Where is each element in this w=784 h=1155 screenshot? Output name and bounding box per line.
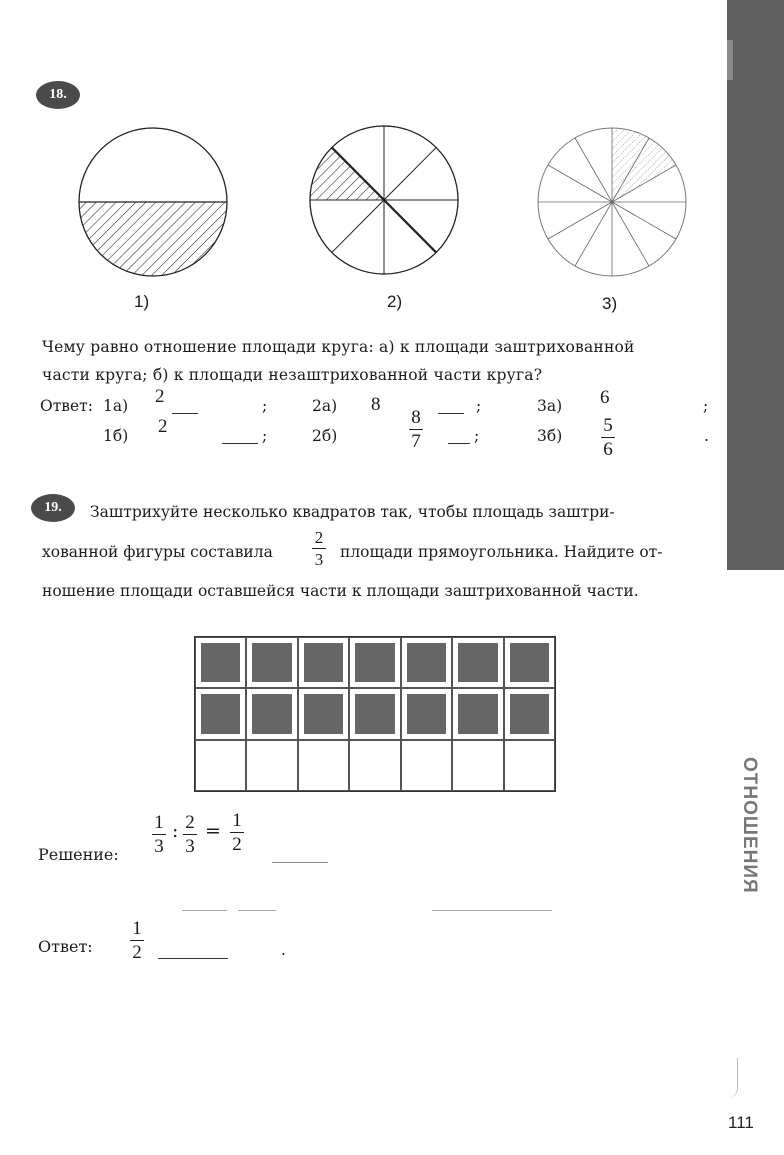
semicolon-2b: ; bbox=[474, 427, 480, 445]
label-3a: 3а) bbox=[537, 397, 563, 415]
figure-label-2: 2) bbox=[387, 292, 403, 311]
solution-blank-2 bbox=[182, 910, 227, 911]
grid-cell[interactable] bbox=[452, 637, 503, 688]
page-number: 111 bbox=[728, 1113, 754, 1132]
answer-prefix: Ответ: bbox=[40, 397, 93, 415]
period-3b: . bbox=[704, 427, 709, 445]
label-1b: 1б) bbox=[103, 427, 129, 445]
solution-equals: = bbox=[205, 820, 221, 842]
grid-cell[interactable] bbox=[349, 740, 400, 791]
grid-cell[interactable] bbox=[246, 637, 297, 688]
task-19-line-1: Заштрихуйте несколько квадратов так, чтобы площадь заштри- bbox=[90, 503, 615, 521]
section-tab bbox=[727, 0, 784, 570]
section-label: ОТНОШЕНИЯ bbox=[739, 757, 760, 894]
circle-3 bbox=[538, 128, 686, 276]
grid-cell[interactable] bbox=[349, 688, 400, 739]
question-line-1: Чему равно отношение площади круга: а) к площади заштрихованной bbox=[42, 338, 635, 356]
solution-fraction-2: 2 3 bbox=[183, 812, 197, 857]
label-3b: 3б) bbox=[537, 427, 563, 445]
task-18-question bbox=[42, 333, 635, 389]
grid-cell[interactable] bbox=[401, 637, 452, 688]
answer-1a[interactable]: 2 bbox=[155, 386, 165, 407]
grid-cell[interactable] bbox=[504, 637, 555, 688]
grid-cell[interactable] bbox=[298, 637, 349, 688]
question-line-2: части круга; б) к площади незаштрихованной части круга? bbox=[42, 366, 543, 384]
answer-fraction[interactable]: 1 2 bbox=[130, 918, 144, 963]
circle-2 bbox=[310, 126, 458, 274]
figure-label-1: 1) bbox=[134, 292, 150, 311]
solution-blank-1 bbox=[272, 862, 328, 863]
rectangle-grid bbox=[194, 636, 556, 792]
solution-fraction-1: 1 3 bbox=[152, 812, 166, 857]
fraction-bar bbox=[601, 437, 615, 438]
fraction-bar bbox=[312, 548, 326, 549]
semicolon-2a: ; bbox=[476, 397, 482, 415]
grid-cell[interactable] bbox=[298, 740, 349, 791]
solution-blank-3 bbox=[238, 910, 276, 911]
page-curl bbox=[728, 1058, 738, 1098]
grid-cell[interactable] bbox=[401, 688, 452, 739]
blank-2b bbox=[448, 443, 470, 444]
answer-1b[interactable]: 2 bbox=[158, 416, 168, 437]
grid-cell[interactable] bbox=[195, 740, 246, 791]
grid-cell[interactable] bbox=[504, 688, 555, 739]
grid-cell[interactable] bbox=[452, 740, 503, 791]
grid-cell[interactable] bbox=[401, 740, 452, 791]
task-18-figures bbox=[0, 110, 720, 290]
task-18-badge: 18. bbox=[36, 81, 80, 109]
task-19-fraction: 2 3 bbox=[312, 528, 326, 569]
blank-2a bbox=[438, 413, 464, 414]
solution-label: Решение: bbox=[38, 845, 119, 864]
task-19-badge: 19. bbox=[31, 494, 75, 522]
answer-period: . bbox=[281, 941, 286, 959]
grid-cell[interactable] bbox=[349, 637, 400, 688]
grid-cell[interactable] bbox=[195, 688, 246, 739]
solution-blank-4 bbox=[432, 910, 552, 911]
circle-1 bbox=[79, 128, 227, 276]
grid-cell[interactable] bbox=[298, 688, 349, 739]
label-1a: 1а) bbox=[103, 397, 129, 415]
grid-cell[interactable] bbox=[195, 637, 246, 688]
grid-cell[interactable] bbox=[246, 740, 297, 791]
solution-colon: : bbox=[172, 820, 179, 842]
semicolon-1a: ; bbox=[262, 397, 268, 415]
fraction-bar bbox=[409, 429, 423, 430]
blank-1b bbox=[222, 443, 258, 444]
answer-3b[interactable]: 5 6 bbox=[601, 415, 615, 460]
answer-label: Ответ: bbox=[38, 937, 93, 956]
grid-cell[interactable] bbox=[246, 688, 297, 739]
answer-2a[interactable]: 8 bbox=[371, 394, 381, 415]
semicolon-3a: ; bbox=[703, 397, 709, 415]
blank-1a bbox=[172, 413, 198, 414]
answer-3a[interactable]: 6 bbox=[600, 387, 610, 408]
fraction-bar bbox=[130, 940, 144, 941]
answer-blank bbox=[158, 958, 228, 959]
fraction-bar bbox=[183, 834, 197, 835]
task-19-line-2-start: хованной фигуры составила bbox=[42, 543, 273, 561]
label-2a: 2а) bbox=[312, 397, 338, 415]
grid-cell[interactable] bbox=[504, 740, 555, 791]
answer-2b[interactable]: 8 7 bbox=[409, 407, 423, 452]
semicolon-1b: ; bbox=[262, 427, 268, 445]
solution-fraction-3: 1 2 bbox=[230, 810, 244, 855]
task-19-line-2-end: площади прямоугольника. Найдите от- bbox=[340, 543, 663, 561]
grid-cell[interactable] bbox=[452, 688, 503, 739]
task-19-line-3: ношение площади оставшейся части к площади заштрихованной части. bbox=[42, 582, 639, 600]
fraction-bar bbox=[152, 834, 166, 835]
label-2b: 2б) bbox=[312, 427, 338, 445]
figure-label-3: 3) bbox=[602, 294, 618, 313]
fraction-bar bbox=[230, 832, 244, 833]
